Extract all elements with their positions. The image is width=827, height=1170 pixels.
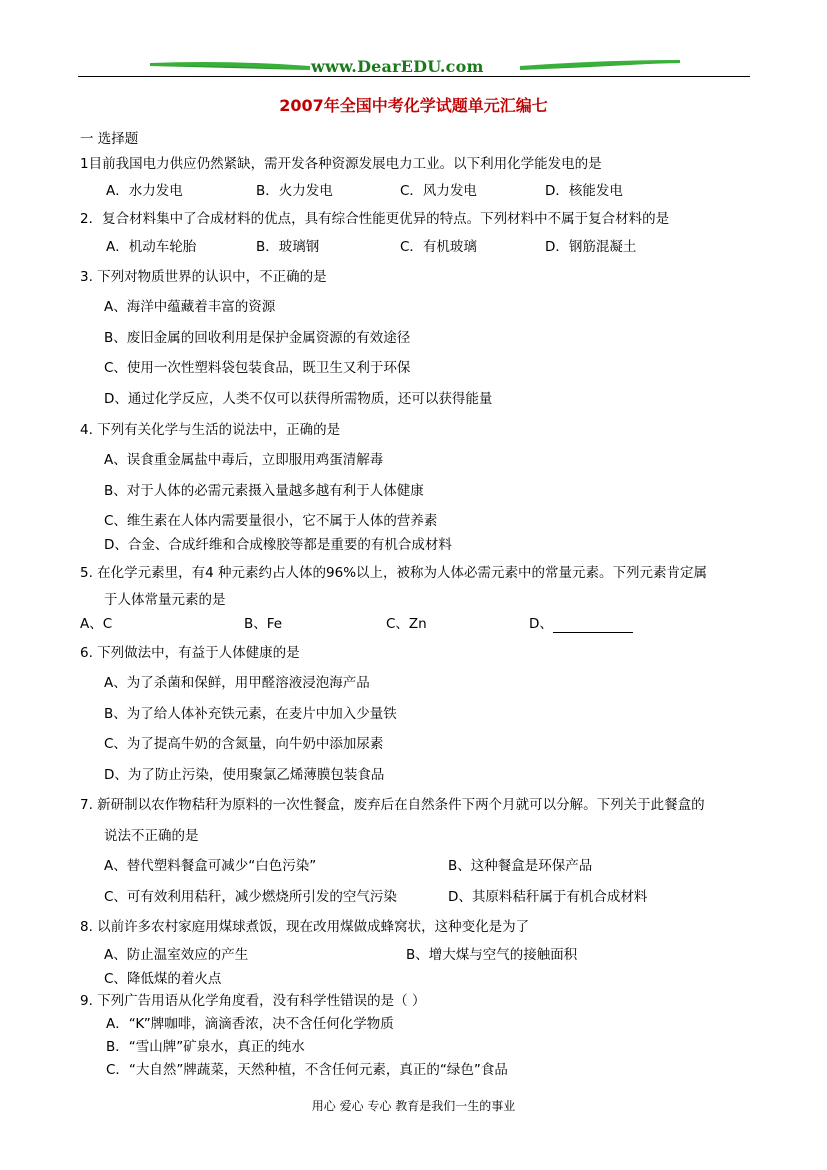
q7-option-b: B、这种餐盒是环保产品 — [448, 858, 593, 874]
answer-blank — [553, 618, 633, 633]
q2-option-c: C．有机玻璃 — [400, 239, 477, 255]
q1-option-b: B．火力发电 — [256, 183, 333, 199]
question-3-stem: 3. 下列对物质世界的认识中，不正确的是 — [80, 269, 327, 285]
q4-option-c: C、维生素在人体内需要量很小，它不属于人体的营养素 — [104, 513, 438, 529]
q2-option-a: A．机动车轮胎 — [106, 239, 197, 255]
q6-option-c: C、为了提高牛奶的含氮量，向牛奶中添加尿素 — [104, 736, 384, 752]
q1-option-c: C．风力发电 — [400, 183, 477, 199]
q5-option-c: C、Zn — [386, 616, 427, 632]
q7-option-d: D、其原料秸秆属于有机合成材料 — [448, 889, 648, 905]
q4-option-d: D、合金、合成纤维和合成橡胶等都是重要的有机合成材料 — [104, 537, 452, 553]
q4-option-a: A、误食重金属盐中毒后，立即服用鸡蛋清解毒 — [104, 452, 384, 468]
question-7-stem-line1: 7. 新研制以农作物秸秆为原料的一次性餐盒，废弃后在自然条件下两个月就可以分解。下列关于此餐盒的 — [80, 797, 705, 813]
q5-option-d — [529, 615, 633, 633]
page-footer: 用心 爱心 专心 教育是我们一生的事业 — [311, 1099, 516, 1113]
q6-option-d: D、为了防止污染，使用聚氯乙烯薄膜包装食品 — [104, 767, 385, 783]
q8-option-a: A、防止温室效应的产生 — [104, 947, 249, 963]
q3-option-b: B、废旧金属的回收利用是保护金属资源的有效途径 — [104, 330, 411, 346]
q9-option-b: B．“雪山牌”矿泉水，真正的纯水 — [106, 1039, 305, 1055]
question-2-stem: 2．复合材料集中了合成材料的优点，具有综合性能更优异的特点。下列材料中不属于复合材料的是 — [80, 211, 670, 227]
q3-option-a: A、海洋中蕴藏着丰富的资源 — [104, 299, 276, 315]
q5-option-d-label: D、 — [529, 616, 553, 632]
q1-option-d: D．核能发电 — [545, 183, 623, 199]
q8-option-c: C、降低煤的着火点 — [104, 971, 222, 987]
q9-option-a: A．“K”牌咖啡，滴滴香浓，决不含任何化学物质 — [106, 1016, 394, 1032]
q1-option-a: A．水力发电 — [106, 183, 183, 199]
question-1-stem: 1目前我国电力供应仍然紧缺，需开发各种资源发展电力工业。以下利用化学能发电的是 — [80, 156, 602, 172]
q5-option-a: A、C — [80, 616, 113, 632]
q3-option-c: C、使用一次性塑料袋包装食品，既卫生又利于环保 — [104, 360, 411, 376]
q8-option-b: B、增大煤与空气的接触面积 — [406, 947, 578, 963]
question-9-stem: 9. 下列广告用语从化学角度看，没有科学性错误的是（ ） — [80, 993, 426, 1009]
question-4-stem: 4. 下列有关化学与生活的说法中，正确的是 — [80, 422, 341, 438]
q7-option-a: A、替代塑料餐盒可减少“白色污染” — [104, 858, 317, 874]
q6-option-a: A、为了杀菌和保鲜，用甲醛溶液浸泡海产品 — [104, 675, 370, 691]
question-8-stem: 8. 以前许多农村家庭用煤球煮饭，现在改用煤做成蜂窝状，这种变化是为了 — [80, 919, 530, 935]
question-6-stem: 6. 下列做法中，有益于人体健康的是 — [80, 645, 300, 661]
question-5-stem-line2: 于人体常量元素的是 — [104, 592, 226, 608]
q4-option-b: B、对于人体的必需元素摄入量越多越有利于人体健康 — [104, 483, 424, 499]
q3-option-d: D、通过化学反应，人类不仅可以获得所需物质，还可以获得能量 — [104, 391, 493, 407]
site-logo-text: www.DearEDU.com — [311, 57, 484, 76]
question-7-stem-line2: 说法不正确的是 — [104, 828, 199, 844]
question-5-stem-line1: 5. 在化学元素里，有4 种元素约占人体的96%以上，被称为人体必需元素中的常量元素。下列元素肯定属 — [80, 565, 708, 581]
page-title: 2007年全国中考化学试题单元汇编七 — [279, 96, 548, 115]
q9-option-c: C．“大自然”牌蔬菜，天然种植，不含任何元素，真正的“绿色”食品 — [106, 1062, 508, 1078]
q6-option-b: B、为了给人体补充铁元素，在麦片中加入少量铁 — [104, 706, 397, 722]
q2-option-d: D．钢筋混凝土 — [545, 239, 637, 255]
q7-option-c: C、可有效利用秸秆，减少燃烧所引发的空气污染 — [104, 889, 397, 905]
q2-option-b: B．玻璃钢 — [256, 239, 320, 255]
header-rule — [78, 76, 750, 77]
section-heading: 一 选择题 — [80, 131, 139, 147]
q5-option-b: B、Fe — [244, 616, 283, 632]
